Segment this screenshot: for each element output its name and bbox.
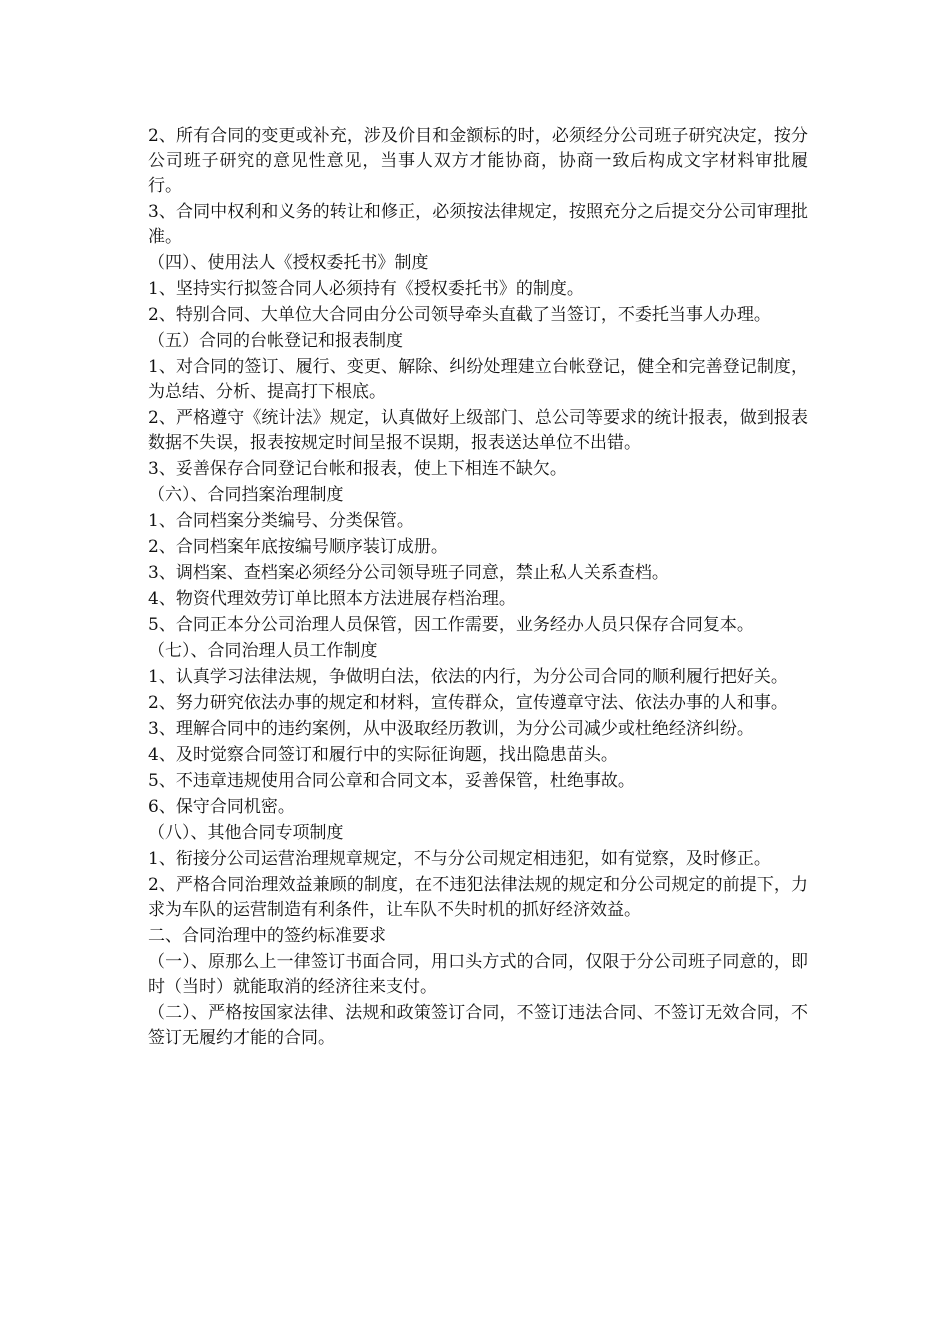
paragraph: （二）、严格按国家法律、法规和政策签订合同，不签订违法合同、不签订无效合同，不签订无履约才能的合同。 (148, 1003, 808, 1048)
paragraph: 4、物资代理效劳订单比照本方法进展存档治理。 (148, 589, 516, 609)
section-heading: （五）合同的台帐登记和报表制度 (148, 331, 403, 351)
paragraph: 1、对合同的签订、履行、变更、解除、纠纷处理建立台帐登记，健全和完善登记制度，为总结、分析、提高打下根底。 (148, 357, 808, 402)
paragraph: 1、衔接分公司运营治理规章规定，不与分公司规定相违犯，如有觉察，及时修正。 (148, 849, 771, 869)
section-heading: （八）、其他合同专项制度 (148, 823, 344, 843)
paragraph: 6、保守合同机密。 (148, 797, 295, 817)
paragraph: 5、不违章违规使用合同公章和合同文本，妥善保管，杜绝事故。 (148, 771, 635, 791)
section-heading: （四）、使用法人《授权委托书》制度 (148, 253, 429, 273)
paragraph: 1、合同档案分类编号、分类保管。 (148, 511, 414, 531)
paragraph: 2、严格合同治理效益兼顾的制度，在不违犯法律法规的规定和分公司规定的前提下，力求为车队的运营制造有利条件，让车队不失时机的抓好经济效益。 (148, 875, 808, 920)
paragraph: 2、特别合同、大单位大合同由分公司领导牵头直截了当签订，不委托当事人办理。 (148, 305, 771, 325)
document-body (148, 124, 808, 1051)
paragraph: 2、合同档案年底按编号顺序装订成册。 (148, 537, 448, 557)
paragraph: （一）、原那么上一律签订书面合同，用口头方式的合同，仅限于分公司班子同意的，即时（当时）就能取消的经济往来支付。 (148, 952, 808, 997)
section-heading: （七）、合同治理人员工作制度 (148, 641, 378, 661)
paragraph: 2、努力研究依法办事的规定和材料，宣传群众，宣传遵章守法、依法办事的人和事。 (148, 693, 788, 713)
paragraph: 2、所有合同的变更或补充，涉及价目和金额标的时，必须经分公司班子研究决定，按分公司班子研究的意见性意见，当事人双方才能协商，协商一致后构成文字材料审批履行。 (148, 126, 808, 196)
paragraph: 3、合同中权利和义务的转让和修正，必须按法律规定，按照充分之后提交分公司审理批准。 (148, 202, 808, 247)
paragraph: 3、理解合同中的违约案例，从中汲取经历教训，为分公司减少或杜绝经济纠纷。 (148, 719, 754, 739)
paragraph: 1、认真学习法律法规，争做明白法，依法的内行，为分公司合同的顺利履行把好关。 (148, 667, 788, 687)
paragraph: 3、妥善保存合同登记台帐和报表，使上下相连不缺欠。 (148, 459, 567, 479)
section-heading: 二、合同治理中的签约标准要求 (148, 926, 386, 946)
paragraph: 5、合同正本分公司治理人员保管，因工作需要，业务经办人员只保存合同复本。 (148, 615, 754, 635)
paragraph: 2、严格遵守《统计法》规定，认真做好上级部门、总公司等要求的统计报表，做到报表数据不失误，报表按规定时间呈报不误期，报表送达单位不出错。 (148, 408, 808, 453)
paragraph: 1、坚持实行拟签合同人必须持有《授权委托书》的制度。 (148, 279, 584, 299)
paragraph: 4、及时觉察合同签订和履行中的实际征询题，找出隐患苗头。 (148, 745, 618, 765)
paragraph: 3、调档案、查档案必须经分公司领导班子同意，禁止私人关系查档。 (148, 563, 669, 583)
section-heading: （六）、合同挡案治理制度 (148, 485, 344, 505)
